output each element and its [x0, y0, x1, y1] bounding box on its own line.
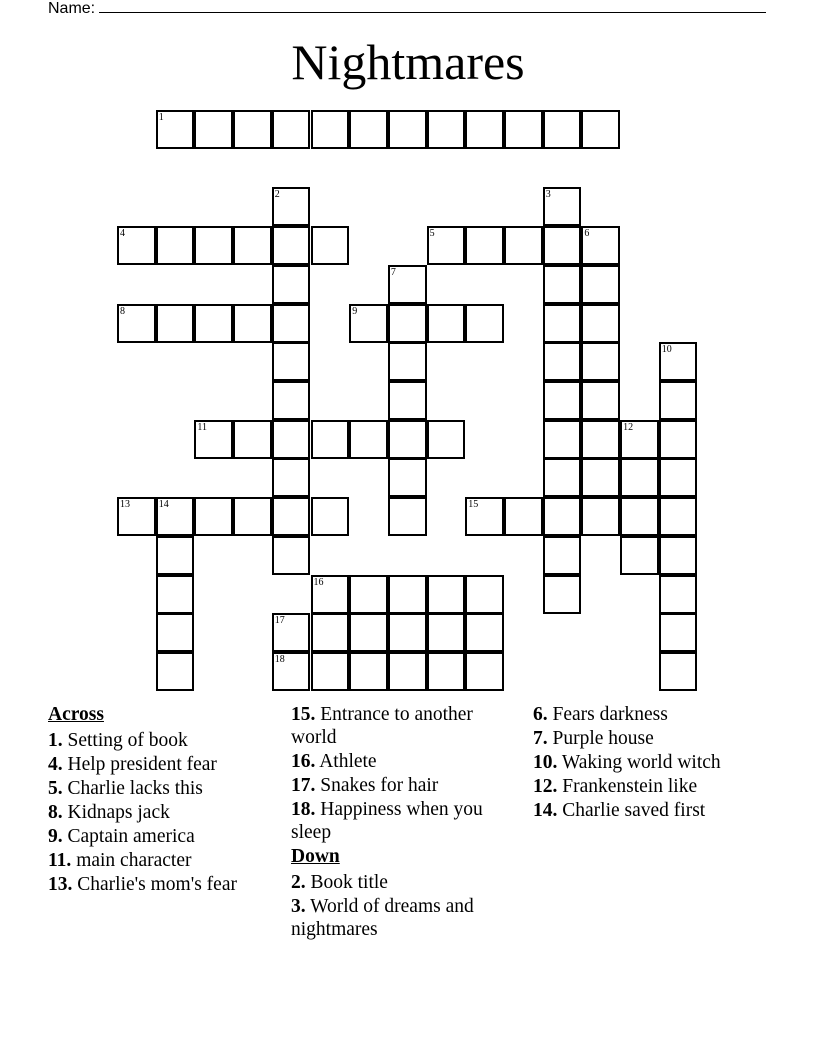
- grid-cell[interactable]: [311, 497, 350, 536]
- grid-cell[interactable]: [272, 652, 311, 691]
- grid-cell[interactable]: [465, 613, 504, 652]
- grid-cell[interactable]: [620, 420, 659, 459]
- grid-cell[interactable]: [233, 226, 272, 265]
- grid-cell[interactable]: [349, 110, 388, 149]
- clue-number: 5: [429, 228, 435, 239]
- grid-cell[interactable]: [659, 497, 698, 536]
- clue-down-2: 2. Book title: [291, 872, 388, 893]
- grid-cell[interactable]: [465, 652, 504, 691]
- grid-cell[interactable]: [272, 613, 311, 652]
- grid-cell[interactable]: [659, 536, 698, 575]
- clue-number: 8: [120, 306, 125, 317]
- grid-cell[interactable]: [581, 226, 620, 265]
- clue-across-17: 17. Snakes for hair: [291, 775, 439, 796]
- grid-cell[interactable]: [427, 652, 466, 691]
- clue-across-4: 4. Help president fear: [48, 754, 217, 775]
- clue-number: 9: [352, 306, 358, 317]
- grid-cell[interactable]: [543, 304, 582, 343]
- clue-across-13: 13. Charlie's mom's fear: [48, 874, 237, 895]
- clue-number: 12: [623, 422, 634, 433]
- clue-number: 6: [584, 228, 590, 239]
- grid-cell[interactable]: [233, 304, 272, 343]
- grid-cell[interactable]: [659, 652, 698, 691]
- grid-cell[interactable]: [659, 458, 698, 497]
- grid-cell[interactable]: [543, 187, 582, 226]
- grid-cell[interactable]: [388, 381, 427, 420]
- clue-across-18: 18. Happiness when you sleep: [291, 799, 483, 843]
- grid-cell[interactable]: [427, 304, 466, 343]
- grid-cell[interactable]: [272, 226, 311, 265]
- clue-down-14: 14. Charlie saved first: [533, 800, 706, 821]
- grid-cell[interactable]: [311, 420, 350, 459]
- clue-column-3: [533, 703, 753, 823]
- grid-cell[interactable]: [272, 536, 311, 575]
- grid-cell[interactable]: [543, 497, 582, 536]
- down-heading: Down: [291, 846, 340, 867]
- grid-cell[interactable]: [311, 652, 350, 691]
- grid-cell[interactable]: [543, 226, 582, 265]
- grid-cell[interactable]: [272, 381, 311, 420]
- grid-cell[interactable]: [543, 342, 582, 381]
- grid-cell[interactable]: [156, 110, 195, 149]
- clue-across-8: 8. Kidnaps jack: [48, 802, 170, 823]
- grid-cell[interactable]: [311, 575, 350, 614]
- grid-cell[interactable]: [581, 304, 620, 343]
- clue-down-3: 3. World of dreams and nightmares: [291, 896, 474, 940]
- grid-cell[interactable]: [117, 226, 156, 265]
- grid-cell[interactable]: [620, 497, 659, 536]
- grid-cell[interactable]: [659, 342, 698, 381]
- grid-cell[interactable]: [194, 420, 233, 459]
- clue-number: 3: [545, 189, 551, 200]
- grid-cell[interactable]: [504, 110, 543, 149]
- grid-cell[interactable]: [620, 536, 659, 575]
- clue-number: 4: [120, 228, 125, 239]
- grid-cell[interactable]: [194, 226, 233, 265]
- grid-cell[interactable]: [659, 381, 698, 420]
- grid-cell[interactable]: [543, 458, 582, 497]
- grid-cell[interactable]: [543, 265, 582, 304]
- grid-cell[interactable]: [272, 420, 311, 459]
- clue-across-1: 1. Setting of book: [48, 730, 188, 751]
- grid-cell[interactable]: [388, 110, 427, 149]
- grid-cell[interactable]: [581, 420, 620, 459]
- grid-cell[interactable]: [272, 187, 311, 226]
- grid-cell[interactable]: [272, 342, 311, 381]
- grid-cell[interactable]: [388, 342, 427, 381]
- grid-cell[interactable]: [388, 575, 427, 614]
- grid-cell[interactable]: [427, 613, 466, 652]
- grid-cell[interactable]: [388, 265, 427, 304]
- grid-cell[interactable]: [272, 497, 311, 536]
- grid-cell[interactable]: [233, 110, 272, 149]
- grid-cell[interactable]: [581, 497, 620, 536]
- grid-cell[interactable]: [349, 420, 388, 459]
- grid-cell[interactable]: [156, 304, 195, 343]
- grid-cell[interactable]: [388, 497, 427, 536]
- grid-cell[interactable]: [427, 110, 466, 149]
- clue-number: 2: [274, 189, 280, 200]
- clue-column-1: [48, 703, 248, 897]
- grid-cell[interactable]: [465, 226, 504, 265]
- grid-cell[interactable]: [543, 575, 582, 614]
- clue-across-15: 15. Entrance to another world: [291, 704, 473, 748]
- across-heading: Across: [48, 704, 104, 725]
- grid-cell[interactable]: [465, 110, 504, 149]
- grid-cell[interactable]: [465, 497, 504, 536]
- grid-cell[interactable]: [311, 613, 350, 652]
- grid-cell[interactable]: [156, 613, 195, 652]
- puzzle-title: Nightmares: [291, 34, 525, 90]
- grid-cell[interactable]: [194, 110, 233, 149]
- clue-across-11: 11. main character: [48, 850, 192, 871]
- grid-cell[interactable]: [543, 381, 582, 420]
- grid-cell[interactable]: [543, 420, 582, 459]
- clue-number: 10: [661, 344, 672, 355]
- clue-down-12: 12. Frankenstein like: [533, 776, 698, 797]
- clue-across-16: 16. Athlete: [291, 751, 377, 772]
- grid-cell[interactable]: [388, 304, 427, 343]
- clue-number: 11: [197, 422, 208, 433]
- grid-cell[interactable]: [349, 652, 388, 691]
- clue-down-10: 10. Waking world witch: [533, 752, 721, 773]
- grid-cell[interactable]: [349, 575, 388, 614]
- grid-cell[interactable]: [117, 304, 156, 343]
- clue-number: 14: [158, 499, 169, 510]
- clue-number: 18: [274, 654, 285, 665]
- grid-cell[interactable]: [504, 497, 543, 536]
- clue-number: 15: [468, 499, 479, 510]
- grid-cell[interactable]: [156, 497, 195, 536]
- clue-number: 13: [120, 499, 130, 510]
- clue-across-9: 9. Captain america: [48, 826, 195, 847]
- clue-column-2: [291, 703, 501, 942]
- grid-cell[interactable]: [659, 420, 698, 459]
- grid-cell[interactable]: [427, 575, 466, 614]
- grid-cell[interactable]: [349, 304, 388, 343]
- grid-cell[interactable]: [117, 497, 156, 536]
- clue-down-7: 7. Purple house: [533, 728, 654, 749]
- grid-cell[interactable]: [156, 652, 195, 691]
- grid-cell[interactable]: [581, 342, 620, 381]
- grid-cell[interactable]: [543, 110, 582, 149]
- grid-cell[interactable]: [233, 420, 272, 459]
- grid-cell[interactable]: [581, 110, 620, 149]
- grid-cell[interactable]: [581, 381, 620, 420]
- clue-number: 17: [274, 615, 285, 626]
- clue-across-5: 5. Charlie lacks this: [48, 778, 203, 799]
- grid-cell[interactable]: [465, 575, 504, 614]
- grid-cell[interactable]: [427, 420, 466, 459]
- grid-cell[interactable]: [272, 458, 311, 497]
- clue-down-6: 6. Fears darkness: [533, 704, 668, 725]
- grid-cell[interactable]: [504, 226, 543, 265]
- grid-cell[interactable]: [233, 497, 272, 536]
- grid-cell[interactable]: [349, 613, 388, 652]
- grid-cell[interactable]: [581, 265, 620, 304]
- grid-cell[interactable]: [156, 575, 195, 614]
- grid-cell[interactable]: [388, 652, 427, 691]
- grid-cell[interactable]: [465, 304, 504, 343]
- clue-number: 1: [158, 112, 164, 123]
- grid-cell[interactable]: [388, 458, 427, 497]
- grid-cell[interactable]: [581, 458, 620, 497]
- grid-cell[interactable]: [272, 304, 311, 343]
- grid-cell[interactable]: [427, 226, 466, 265]
- grid-cell[interactable]: [311, 110, 350, 149]
- clue-number: 7: [390, 267, 396, 278]
- grid-cell[interactable]: [543, 536, 582, 575]
- grid-cell[interactable]: [659, 575, 698, 614]
- clue-number: 16: [313, 577, 324, 588]
- grid-cell[interactable]: [659, 613, 698, 652]
- grid-cell[interactable]: [620, 458, 659, 497]
- grid-cell[interactable]: [388, 420, 427, 459]
- grid-cell[interactable]: [194, 304, 233, 343]
- name-label: Name:: [48, 0, 96, 17]
- grid-cell[interactable]: [272, 265, 311, 304]
- grid-cell[interactable]: [311, 226, 350, 265]
- grid-cell[interactable]: [272, 110, 311, 149]
- grid-cell[interactable]: [388, 613, 427, 652]
- grid-cell[interactable]: [156, 226, 195, 265]
- grid-cell[interactable]: [194, 497, 233, 536]
- grid-cell[interactable]: [156, 536, 195, 575]
